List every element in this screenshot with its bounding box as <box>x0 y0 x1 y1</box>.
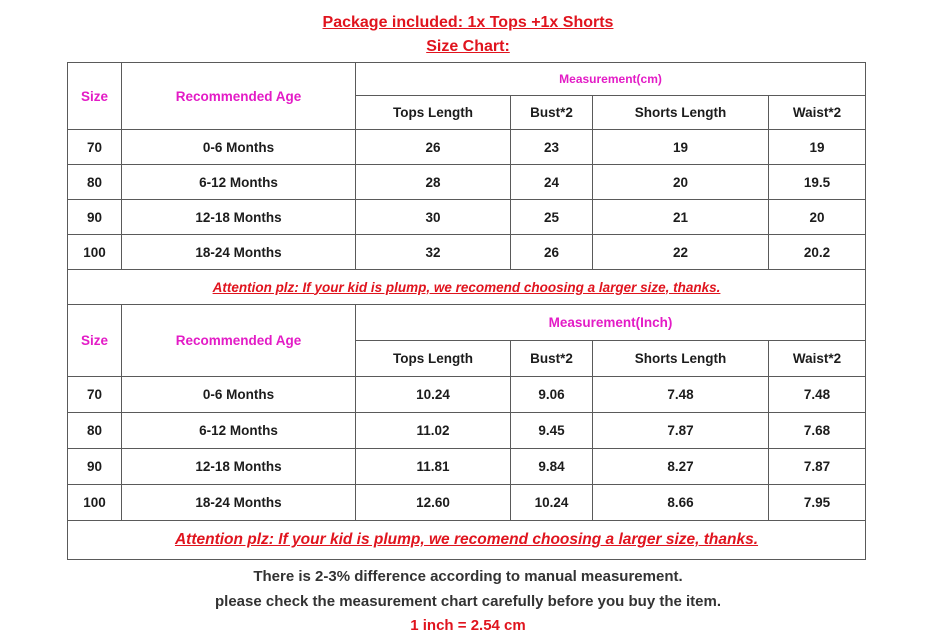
age-cell: 6-12 Months <box>122 413 356 449</box>
age-cell: 12-18 Months <box>122 449 356 485</box>
table-row <box>68 485 866 521</box>
waist-cell: 7.68 <box>769 413 866 449</box>
size-cell: 70 <box>68 377 122 413</box>
bust-cell: 9.45 <box>511 413 593 449</box>
size-chart-heading: Size Chart: <box>426 38 510 55</box>
size-cell: 90 <box>68 449 122 485</box>
age-cell: 12-18 Months <box>122 200 356 235</box>
shorts-length-cell: 7.87 <box>593 413 769 449</box>
bust-cell: 10.24 <box>511 485 593 521</box>
age-cell: 18-24 Months <box>122 485 356 521</box>
tops-length-cell: 28 <box>356 165 511 200</box>
age-cell: 6-12 Months <box>122 165 356 200</box>
recommended-age-header: Recommended Age <box>122 63 356 130</box>
shorts-length-cell: 22 <box>593 235 769 270</box>
size-cell: 70 <box>68 130 122 165</box>
inch-conversion-note: 1 inch = 2.54 cm <box>410 617 526 634</box>
column-header: Tops Length <box>356 96 511 130</box>
shorts-length-cell: 19 <box>593 130 769 165</box>
tops-length-cell: 11.02 <box>356 413 511 449</box>
bust-cell: 9.06 <box>511 377 593 413</box>
shorts-length-cell: 7.48 <box>593 377 769 413</box>
measurement-header: Measurement(cm) <box>356 63 866 96</box>
size-cell: 90 <box>68 200 122 235</box>
check-chart-note: please check the measurement chart carefully before you buy the item. <box>214 593 721 610</box>
table-row <box>68 377 866 413</box>
table-row <box>68 130 866 165</box>
shorts-length-cell: 8.27 <box>593 449 769 485</box>
shorts-length-cell: 8.66 <box>593 485 769 521</box>
tops-length-cell: 12.60 <box>356 485 511 521</box>
column-header: Waist*2 <box>769 96 866 130</box>
size-cell: 100 <box>68 235 122 270</box>
column-header: Bust*2 <box>511 96 593 130</box>
bust-cell: 23 <box>511 130 593 165</box>
waist-cell: 20 <box>769 200 866 235</box>
recommended-age-header: Recommended Age <box>122 305 356 377</box>
bust-cell: 25 <box>511 200 593 235</box>
size-header: Size <box>68 305 122 377</box>
column-header: Bust*2 <box>511 341 593 377</box>
tops-length-cell: 26 <box>356 130 511 165</box>
age-cell: 0-6 Months <box>122 130 356 165</box>
size-chart-inch-table <box>67 304 866 560</box>
size-header: Size <box>68 63 122 130</box>
package-included-heading: Package included: 1x Tops +1x Shorts <box>322 14 614 31</box>
size-cell: 80 <box>68 165 122 200</box>
age-cell: 18-24 Months <box>122 235 356 270</box>
tops-length-cell: 11.81 <box>356 449 511 485</box>
waist-cell: 7.48 <box>769 377 866 413</box>
column-header: Tops Length <box>356 341 511 377</box>
table-row <box>68 165 866 200</box>
shorts-length-cell: 20 <box>593 165 769 200</box>
bust-cell: 24 <box>511 165 593 200</box>
size-chart-cm-table <box>67 62 866 305</box>
column-header: Shorts Length <box>593 96 769 130</box>
measurement-header: Measurement(Inch) <box>356 305 866 341</box>
age-cell: 0-6 Months <box>122 377 356 413</box>
table-row <box>68 235 866 270</box>
shorts-length-cell: 21 <box>593 200 769 235</box>
waist-cell: 19 <box>769 130 866 165</box>
bust-cell: 26 <box>511 235 593 270</box>
table-row <box>68 413 866 449</box>
tops-length-cell: 30 <box>356 200 511 235</box>
size-cell: 100 <box>68 485 122 521</box>
column-header: Shorts Length <box>593 341 769 377</box>
table-row <box>68 449 866 485</box>
tops-length-cell: 10.24 <box>356 377 511 413</box>
waist-cell: 7.87 <box>769 449 866 485</box>
bust-cell: 9.84 <box>511 449 593 485</box>
size-cell: 80 <box>68 413 122 449</box>
attention-note: Attention plz: If your kid is plump, we recomend choosing a larger size, thanks. <box>68 270 866 305</box>
attention-note: Attention plz: If your kid is plump, we recomend choosing a larger size, thanks. <box>68 521 866 560</box>
table-row <box>68 200 866 235</box>
column-header: Waist*2 <box>769 341 866 377</box>
measurement-difference-note: There is 2-3% difference according to manual measurement. <box>253 568 683 585</box>
waist-cell: 19.5 <box>769 165 866 200</box>
waist-cell: 20.2 <box>769 235 866 270</box>
tops-length-cell: 32 <box>356 235 511 270</box>
waist-cell: 7.95 <box>769 485 866 521</box>
